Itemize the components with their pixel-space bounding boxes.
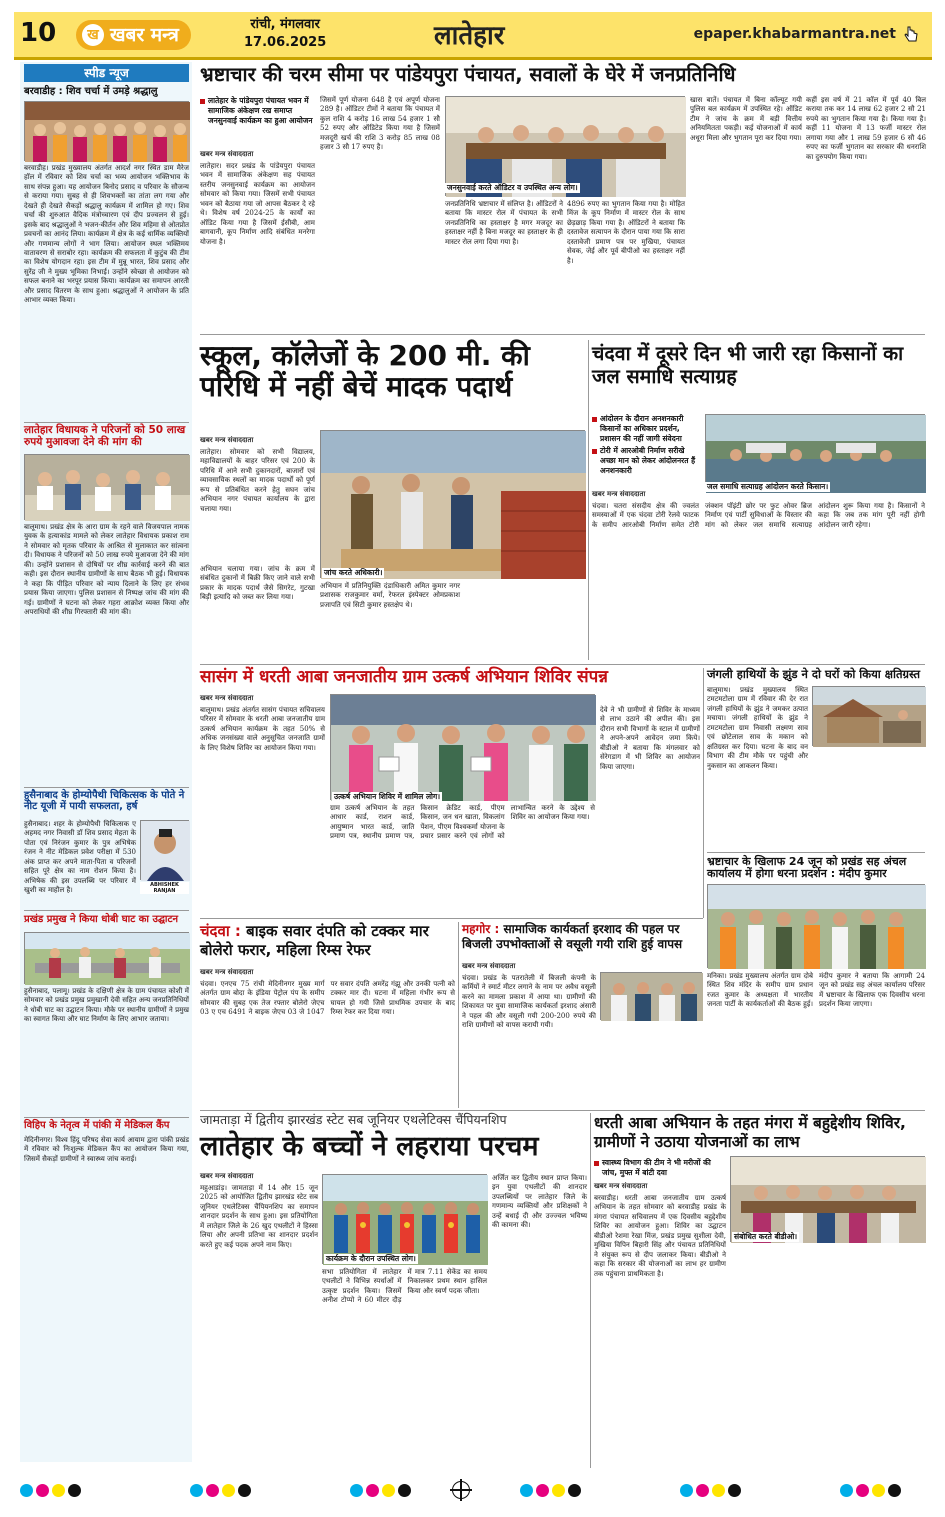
brand-mark-icon: ख bbox=[82, 24, 104, 46]
story-body: मेदिनीनगर। विश्व हिंदू परिषद सेवा कार्य आयाम द्वारा पांकी प्रखंड में रविवार को निःशुल्क मेडिकल कैंप का आयोजन किया गया, जिसमें सैकड़ों ग्रामीणों ने स्वास्थ्य जांच कराई। bbox=[24, 1136, 189, 1163]
story-body: बालूमाथ। प्रखंड मुख्यालय स्थित टमटमटोला ग्राम में रविवार की देर रात जंगली हाथियों के झुंड ने जमकर उत्पात मचाया। जंगली हाथियों के झुंड ने टमटमटोला ग्राम निवासी लक्ष्मण साव एवं छोटेलाल साव के मकान को क्षतिग्रस्त कर दिया। घटना के बाद वन विभाग की टीम मौके पर पहुंची और नुकसान का आकलन किया। bbox=[707, 686, 808, 770]
registration-dot bbox=[190, 1484, 203, 1497]
story-body: बरवाडीह। धरती आबा जनजातीय ग्राम उत्कर्ष अभियान के तहत सोमवार को बरवाडीह प्रखंड के मंगरा पंचायत सचिवालय में एक दिवसीय बहुद्देशीय शिविर का आयोजन हुआ। शिविर का उद्घाटन बीडीओ रेशमा रेखा मिंज, प्रखंड प्रमुख सुशीला देवी, मुखिया विपिन बिहारी सिंह और पंचायत प्रतिनिधियों ने संयुक्त रूप से दीप जलाकर किया। बीडीओ ने कहा कि सरकार की योजनाओं का लाभ हर ग्रामीण तक पहुंचाना प्राथमिकता है। bbox=[594, 1194, 726, 1278]
registration-dot bbox=[382, 1484, 395, 1497]
photo-jan-sunwai bbox=[445, 96, 685, 196]
photo-drug-inspection bbox=[320, 430, 585, 578]
registration-dot bbox=[520, 1484, 533, 1497]
registration-dot bbox=[222, 1484, 235, 1497]
photo-dhobi-ghat bbox=[24, 932, 189, 984]
registration-dot bbox=[888, 1484, 901, 1497]
story-body: हुसैनाबाद। शहर के होम्योपैथी चिकित्सक ए अहमद नगर निवासी डॉ शिव प्रसाद मेहता के पोता एवं निरंजन कुमार के पुत्र अभिषेक रंजन ने नीट मेडिकल प्रवेश परीक्षा में 530 अंक प्राप्त कर अपने माता-पिता व परिजनों सहित पूरे क्षेत्र का नाम रोशन किया है। अभिषेक की इस उपलब्धि पर परिवार में खुशी का माहौल है। bbox=[24, 820, 136, 895]
page-number: 10 bbox=[20, 18, 57, 48]
story-body: चंदवा। एनएच 75 रांची मेदिनीनगर मुख्य मार्ग अंतर्गत ग्राम बोदा के इंडिया पेट्रोल पंप के समीप सोमवार की सुबह एक तेज रफ्तार बोलेरो जेएच 03 ए एच 6491 ने बाइक जेएच 03 जे 1047 पर सवार दंपति अमरेंद्र गंझू और उनकी पत्नी को टक्कर मार दी। घटना में महिला गंभीर रूप से घायल हो गयी जिसे प्राथमिक उपचार के बाद रिम्स रेफर कर दिया गया। bbox=[200, 980, 455, 1017]
city-day: रांची, मंगलवार bbox=[250, 17, 320, 32]
photo-mangra-camp bbox=[730, 1156, 925, 1242]
byline: खबर मन्त्र संवाददाता bbox=[592, 490, 646, 498]
photo-caption: जनसुनवाई करते ऑडिटर व उपस्थित अन्य लोग। bbox=[447, 183, 578, 192]
story-headline: जंगली हाथियों के झुंड ने दो घरों को किया क्षतिग्रस्त bbox=[707, 667, 921, 681]
photo-athletes bbox=[322, 1174, 487, 1264]
registration-dot bbox=[728, 1484, 741, 1497]
story-headline: लातेहार विधायक ने परिजनों को 50 लाख रुपये मुआवजा देने की मांग की bbox=[24, 424, 186, 448]
story-body: जिसमें पूर्ण योजना 648 है एवं अपूर्ण योजना 289 है। ऑडिटर टीमों ने बताया कि पंचायत में कुल राशि 4 करोड़ 16 लाख 54 हजार 1 सौ 52 रुपए और ऑडिटेड किया गया है जिसमें मजदूरी खर्च की राशि 3 करोड़ 85 लाख 08 हजार 3 सौ 17 रुपए है। bbox=[320, 96, 440, 152]
story-body: अर्जित कर द्वितीय स्थान प्राप्त किया। इन युवा एथलीटों की शानदार उपलब्धियों पर लातेहार जिले के गणमान्य व्यक्तियों और प्रशिक्षकों ने उन्हें बधाई दी और उज्ज्वल भविष्य की कामना की। bbox=[492, 1174, 587, 1230]
story-body: महुआडांड़। जामताड़ा में 14 और 15 जून 2025 को आयोजित द्वितीय झारखंड स्टेट सब जूनियर एथलेटिक्स चैंपियनशिप का समापन शानदार प्रदर्शन के साथ हुआ। इस प्रतियोगिता में लातेहार जिले के 26 खुद एथलीटों ने हिस्सा लिया और अपनी प्रतिभा का शानदार प्रदर्शन करते हुए कई पदक अपने नाम किए। bbox=[200, 1184, 318, 1249]
story-body: अभियान में प्रतिनियुक्ति दंडाधिकारी अमित कुमार नगर प्रशासक राजकुमार वर्मा, रेफरल इंस्पेक्टर ओमप्रकाश प्रजापति एवं सिटी कुमार हस्तक्षेप थे। bbox=[320, 582, 460, 609]
headline-text: बाइक सवार दंपति को टक्कर मार बोलेरो फरार, महिला रिम्स रेफर bbox=[200, 922, 429, 959]
registration-dot bbox=[36, 1484, 49, 1497]
story-headline: धरती आबा अभियान के तहत मंगरा में बहुद्देशीय शिविर, ग्रामीणों ने उठाया योजनाओं का लाभ bbox=[594, 1114, 906, 1152]
divider bbox=[200, 1110, 925, 1111]
masthead bbox=[14, 12, 932, 60]
column-divider bbox=[703, 668, 704, 918]
lead-bullets bbox=[200, 96, 315, 125]
story-bullet: टोरी में आरओबी निर्माण सरीखे अच्छा मान को लेकर आंदोलनरत हैं अनशनकारी bbox=[592, 446, 702, 475]
registration-dot bbox=[398, 1484, 411, 1497]
dateline bbox=[244, 16, 326, 52]
story-body: लातेहार। सदर प्रखंड के पांडेयपुरा पंचायत भवन में सामाजिक अंकेक्षण सह पंचायत स्तरीय जनसुनवाई कार्यक्रम का आयोजन सोमवार को किया गया। जिसमें सभी पंचायत भवन को बैठाया गया जो आपस बैठकर दे रहे थे। विशेष वर्ष 2024-25 के कार्यों का ऑडिट किया गया है जिसमें ईसीबी, आम बागवानी, कूप निर्माण आदि संबंधित मनरेगा योजना है। bbox=[200, 162, 315, 246]
photo-caption: जांच करते अधिकारी। bbox=[324, 568, 383, 577]
section-title: लातेहार bbox=[434, 21, 505, 51]
registration-dot bbox=[680, 1484, 693, 1497]
registration-dot bbox=[536, 1484, 549, 1497]
byline: खबर मन्त्र संवाददाता bbox=[200, 968, 254, 976]
hand-cursor-icon bbox=[904, 26, 918, 42]
photo-water-protest bbox=[705, 414, 925, 492]
story-body: बरवाडीह। प्रखंड मुख्यालय अंतर्गत आदर्श नगर स्थित डाम मैरेज हॉल में रविवार को शिव चर्चा का भव्य आयोजन भक्तिभाव के साथ संपन्न हुआ। यह आयोजन बिनोद प्रसाद व परिवार के सौजन्य से कराया गया। सुबह से ही शिवभक्तों का तांता लग गया और देखते ही देखते सैकड़ों श्रद्धालु कार्यक्रम में शामिल हो गए। शिव चर्चा की शुरुआत वैदिक मंत्रोच्चारण एवं दीप प्रज्वलन से हुई। इसके बाद श्रद्धालुओं ने भजन-कीर्तन और शिव महिमा से ओतप्रोत प्रवचनों का आनंद लिया। कार्यक्रम में क्षेत्र के कई धार्मिक व्यक्तियों और गणमान्य लोगों ने भाग लिया। आयोजन स्थल भक्तिमय वातावरण से सराबोर रहा। कार्यक्रम की सफलता में कुटुंब की टीम का विशेष योगदान रहा। इस टीम में मुन्नू भारत, शिव प्रसाद और सुरेंद्र जी ने मुख्य भूमिका निभाई। उन्होंने स्वेच्छा से आयोजन को सफल बनाने का भरपूर प्रयास किया। कार्यक्रम का समापन आरती और प्रसाद वितरण के साथ हुआ। श्रद्धालुओं ने आयोजन के प्रति आभार व्यक्त किया। bbox=[24, 164, 189, 305]
registration-dot bbox=[856, 1484, 869, 1497]
column-divider bbox=[588, 340, 589, 660]
headline-prefix: महगोर : bbox=[462, 922, 500, 936]
photo-utkarsh-camp bbox=[330, 694, 595, 800]
story-body: मनिका। प्रखंड मुख्यालय अंतर्गत ग्राम दोबे स्थित शिव मंदिर के समीप ग्राम प्रधान रजत कुमार के अध्यक्षता में भारतीय जनता पार्टी के कार्यकर्ताओं की बैठक हुई। मंदीप कुमार ने बताया कि आगामी 24 जून को प्रखंड सह अंचल कार्यालय परिसर में भ्रष्टाचार के खिलाफ एक दिवसीय धरना प्रदर्शन किया जाएगा। bbox=[707, 972, 925, 1009]
photo-bjp-meeting bbox=[707, 884, 925, 968]
byline: खबर मन्त्र संवाददाता bbox=[200, 150, 254, 158]
headline-prefix: चंदवा : bbox=[200, 922, 241, 940]
story-body: लातेहार। सोमवार को सभी विद्यालय, महाविद्यालयों के बाहर परिसर एवं 200 के परिधि में आने सभी दुकानदारों, बाजारों एवं व्यावसायिक स्थलों का मादक पदार्थों को पूर्ण रूप से प्रतिबंधित करने हेतु सघन जांच अभियान नगर पंचायत कार्यालय के द्वारा चलाया गया। bbox=[200, 448, 315, 513]
registration-dot bbox=[350, 1484, 363, 1497]
registration-dot bbox=[712, 1484, 725, 1497]
story-bullet: आंदोलन के दौरान अनशनकारी किसानों का अधिकार प्रदर्शन, प्रशासन की नहीं जागी संवेदना bbox=[592, 414, 702, 443]
headline-text: सामाजिक कार्यकर्ता इरशाद की पहल पर बिजली उपभोक्ताओं से वसूली गयी राशि हुई वापस bbox=[462, 922, 683, 951]
story-headline bbox=[462, 922, 702, 952]
speed-news-tag: स्पीड न्यूज bbox=[24, 64, 189, 82]
story-headline: चंदवा में दूसरे दिन भी जारी रहा किसानों का जल समाधि सत्याग्रह bbox=[592, 342, 904, 389]
lead-headline: भ्रष्टाचार की चरम सीमा पर पांडेयपुरा पंचायत, सवालों के घेरे में जनप्रतिनिधि bbox=[200, 63, 736, 86]
registration-marks bbox=[20, 1478, 925, 1504]
registration-dot bbox=[696, 1484, 709, 1497]
registration-dot bbox=[238, 1484, 251, 1497]
story-bullets bbox=[594, 1158, 724, 1178]
story-body: देवे ने भी ग्रामीणों से शिविर के माध्यम से लाभ उठाने की अपील की। इस दौरान सभी विभागों के स्टाल में ग्रामीणों ने अपने-अपने आवेदन जमा किये। बीडीओ ने बताया कि मंगलवार को सेरेगडाग में भी शिविर का आयोजन किया जाएगा। bbox=[600, 706, 700, 771]
story-headline bbox=[200, 922, 455, 960]
registration-dot bbox=[872, 1484, 885, 1497]
brand-logo[interactable] bbox=[76, 20, 191, 50]
photo-portrait bbox=[140, 820, 189, 880]
divider bbox=[200, 334, 925, 335]
story-body: हुसैनाबाद, पलामू। प्रखंड के दक्षिणी क्षेत्र के ग्राम पंचायत कोशी में सोमवार को प्रखंड प्रमुख प्रमुखानी देवी सहित अन्य जनप्रतिनिधियों ने धोबी घाट का उद्घाटन किया। मौके पर स्थानीय ग्रामीणों ने प्रमुख का स्वागत किया और घाट निर्माण के लिए आभार जताया। bbox=[24, 987, 189, 1024]
divider bbox=[200, 918, 703, 919]
divider bbox=[200, 664, 925, 665]
byline: खबर मन्त्र संवाददाता bbox=[200, 436, 254, 444]
photo-caption: कार्यक्रम के दौरान उपस्थित लोग। bbox=[326, 1254, 416, 1263]
byline: खबर मन्त्र संवाददाता bbox=[200, 694, 254, 702]
divider bbox=[24, 1117, 189, 1118]
column-divider bbox=[590, 1113, 591, 1468]
story-body: खास बातें। पंचायत में बिना कॉल्यूट गयी पुलिस बल कार्यक्रम में उपस्थित रहे। ऑडिट टीम ने जांच के क्रम में बड़ी वित्तीय अनियमितता पकड़ी। कई योजनाओं में कार्य अधूरा मिला और भुगतान पूरा कर दिया गया। bbox=[690, 96, 802, 142]
story-body: जनप्रतिनिधि भ्रष्टाचार में संलिप्त है। ऑडिटरों ने बताया कि मास्टर रोल में पंचायत के सभी जनप्रतिनिधि का हस्ताक्षर है मगर मजदूर का हस्ताक्षर नहीं है बिना मजदूर का हस्ताक्षर के ही मास्टर रोल लगा दिया गया है। bbox=[445, 200, 563, 246]
photo-shiv-charcha bbox=[24, 101, 189, 161]
story-headline: स्कूल, कॉलेजों के 200 मी. की परिधि में नहीं बेचें मादक पदार्थ bbox=[200, 339, 530, 404]
story-body: बालूमाथ। प्रखंड अंतर्गत सासंग पंचायत सचिवालय परिसर में सोमवार के धरती आबा जनजातीय ग्राम उत्कर्ष अभियान कार्यक्रम के तहत 50% से अधिक जनसंख्या वाले अनुसूचित जनजाति ग्रामों के लिए विशेष शिविर का आयोजन किया गया। bbox=[200, 706, 325, 752]
crosshair-icon bbox=[452, 1481, 470, 1499]
story-headline: प्रखंड प्रमुख ने किया धोबी घाट का उद्घाटन bbox=[24, 914, 179, 925]
column-divider bbox=[458, 922, 459, 1108]
divider bbox=[24, 910, 189, 911]
divider bbox=[707, 852, 925, 853]
registration-dot bbox=[68, 1484, 81, 1497]
registration-dot bbox=[20, 1484, 33, 1497]
story-kicker: जामताड़ा में द्वितीय झारखंड स्टेट सब जूनियर एथलेटिक्स चैंपियनशिप bbox=[200, 1112, 507, 1127]
divider bbox=[24, 787, 189, 788]
brand-name: खबर मन्त्र bbox=[110, 24, 179, 46]
registration-dot bbox=[206, 1484, 219, 1497]
story-body: चंदवा। प्रखंड के पतरातेली में बिजली कंपनी के कर्मियों ने स्मार्ट मीटर लगाने के नाम पर अवैध वसूली करने का मामला प्रकाश में आया था। ग्रामीणों की शिकायत पर युवा सामाजिक कार्यकर्ता इरशाद अंसारी ने पहल की और वसूली गयी 200-200 रुपये की राशि ग्रामीणों को वापस करायी गयी। bbox=[462, 974, 596, 1030]
story-bullets bbox=[592, 414, 702, 476]
byline: खबर मन्त्र संवाददाता bbox=[462, 962, 516, 970]
byline: खबर मन्त्र संवाददाता bbox=[594, 1182, 648, 1190]
story-headline: विहिप के नेतृत्व में पांकी में मेडिकल कैंप bbox=[24, 1120, 170, 1131]
photo-caption: संबोधित करते बीडीओ। bbox=[734, 1232, 798, 1241]
story-body: अभियान चलाया गया। जांच के क्रम में संबंधित दुकानों में बिक्री किए जाने वाले सभी प्रकार के मादक पदार्थ जैसे सिगरेट, गुटखा बिड़ी इत्यादि को जब्त कर लिया गया। bbox=[200, 565, 315, 602]
story-body: बालूमाथ। प्रखंड क्षेत्र के आरा ग्राम के रहने वाले विजयपाल नामक युवक के हत्याकांड मामले को लेकर लातेहार विधायक प्रकाश राम ने सोमवार को मृतक परिवार के आश्रित से मुलाकात कर सांत्वना दी। विधायक ने परिजनों को 50 लाख रुपये मुआवजा देने की मांग की। उन्होंने प्रशासन से दोषियों पर शीघ्र कार्रवाई करने की बात कही। इस दौरान स्थानीय ग्रामीणों के साथ बैठक भी हुई। विधायक ने कहा कि पीड़ित परिवार को न्याय दिलाने के लिए हर संभव प्रयास किया जाएगा। पुलिस प्रशासन से निष्पक्ष जांच की मांग की गई। ग्रामीणों ने घटना को लेकर गहरा आक्रोश व्यक्त किया और अपराधियों की शीघ्र गिरफ्तारी की मांग की। bbox=[24, 523, 189, 616]
photo-damaged-house bbox=[812, 686, 925, 746]
byline: खबर मन्त्र संवाददाता bbox=[200, 1172, 254, 1180]
lead-bullet: लातेहार के पांडेयपुरा पंचायत भवन में सामाजिक अंकेक्षण रख समाप्त जनसुनवाई कार्यक्रम का हुआ आयोजन bbox=[200, 96, 315, 125]
story-headline: भ्रष्टाचार के खिलाफ 24 जून को प्रखंड सह अंचल कार्यालय में होगा धरना प्रदर्शन : मंदीप कुमार bbox=[707, 855, 907, 881]
story-headline: सासंग में धरती आबा जनजातीय ग्राम उत्कर्ष अभियान शिविर संपन्न bbox=[200, 667, 608, 687]
photo-caption: जल समाधि सत्याग्रह आंदोलन करते किसान। bbox=[707, 482, 829, 491]
story-body: ग्राम उत्कर्ष अभियान के तहत आधार कार्ड, राशन कार्ड, आयुष्मान भारत कार्ड, जाति प्रमाण पत्र, स्थानीय प्रमाण पत्र, किसान क्रेडिट कार्ड, पीएम किसान, जन धन खाता, विकलांग पेंशन, पीएम विश्वकर्मा योजना के प्रचार प्रसार करने एवं लोगों को लाभान्वित करने के उद्देश्य से शिविर का आयोजन किया गया। bbox=[330, 804, 595, 841]
story-body: चंदवा। चतरा संसदीय क्षेत्र की ज्वलंत समस्याओं में एक चंदवा टोरी रेलवे फाटक के समीप आरओबी निर्माण समेत टोरी जंक्शन पॉइंटी छोर पर फुट ओवर ब्रिज निर्माण एवं पार्टी सुविधाओं के विस्तार की मांग को लेकर जल समाधि सत्याग्रह आंदोलन शुरू किया गया है। किसानों ने कहा कि जब तक मांग पूरी नहीं होगी आंदोलन जारी रहेगा। bbox=[592, 502, 925, 529]
registration-dot bbox=[568, 1484, 581, 1497]
story-headline: हुसैनाबाद के होम्योपैथी चिकित्सक के पोते ने नीट यूजी में पायी सफलता, हर्ष bbox=[24, 790, 185, 812]
site-url[interactable]: epaper.khabarmantra.net bbox=[693, 26, 896, 42]
photo-caption: उत्कर्ष अभियान शिविर में शामिल लोग। bbox=[334, 792, 441, 801]
story-body: 4896 रुपए का भुगतान किया गया है। मोहित मिंज के कूप निर्माण में मास्टर रोल के साथ छेड़छाड़ किया गया है। ऑडिटरों ने बताया कि दस्तावेज सत्यापन के दौरान पाया गया कि सारा दस्तावेजी प्रमाण पत्र पर मुखिया, पंचायत सेवक, जेई और पूर्व बीपीओ का हस्ताक्षर नहीं है। bbox=[567, 200, 685, 265]
photo-mla-meeting bbox=[24, 454, 189, 520]
photo-electricity-refund bbox=[600, 972, 702, 1020]
story-bullet: स्वास्थ्य विभाग की टीम ने भी मरीजों की जांच, मुफ्त में बांटी दवा bbox=[594, 1158, 724, 1178]
story-headline: बरवाडीह : शिव चर्चा में उमड़े श्रद्धालु bbox=[24, 86, 158, 97]
issue-date: 17.06.2025 bbox=[244, 35, 327, 50]
portrait-caption: ABHISHEK RANJAN bbox=[140, 882, 189, 894]
registration-dot bbox=[52, 1484, 65, 1497]
registration-dot bbox=[552, 1484, 565, 1497]
story-body: सभा प्रतियोगिता में लातेहार एथलीटों ने विभिन्न स्पर्धाओं में उत्कृष्ट प्रदर्शन किया। जिसमें अनीश टोप्पो ने 60 मीटर दौड़ में मात्र 7.11 सेकेंड का समय निकालकर प्रथम स्थान हासिल किया और स्वर्ण पदक जीता। bbox=[322, 1268, 487, 1305]
story-headline: लातेहार के बच्चों ने लहराया परचम bbox=[200, 1131, 539, 1162]
registration-dot bbox=[840, 1484, 853, 1497]
registration-dot bbox=[366, 1484, 379, 1497]
story-body: कहीं इस वर्ष में 21 कॉल में पूर्व 40 बिल कराया तक कर 14 लाख 62 हजार 2 सौ 21 रुपये का भुगतान किया गया है। किया गया है। कहीं 11 योजना में 13 फर्जी मास्टर रोल लगाया गया और 1 लाख 59 हजार 6 सौ 46 रुपए का फर्जी भुगतान का सरकार की धनराशि का दुरुपयोग किया गया। bbox=[806, 96, 926, 161]
divider bbox=[24, 422, 189, 423]
